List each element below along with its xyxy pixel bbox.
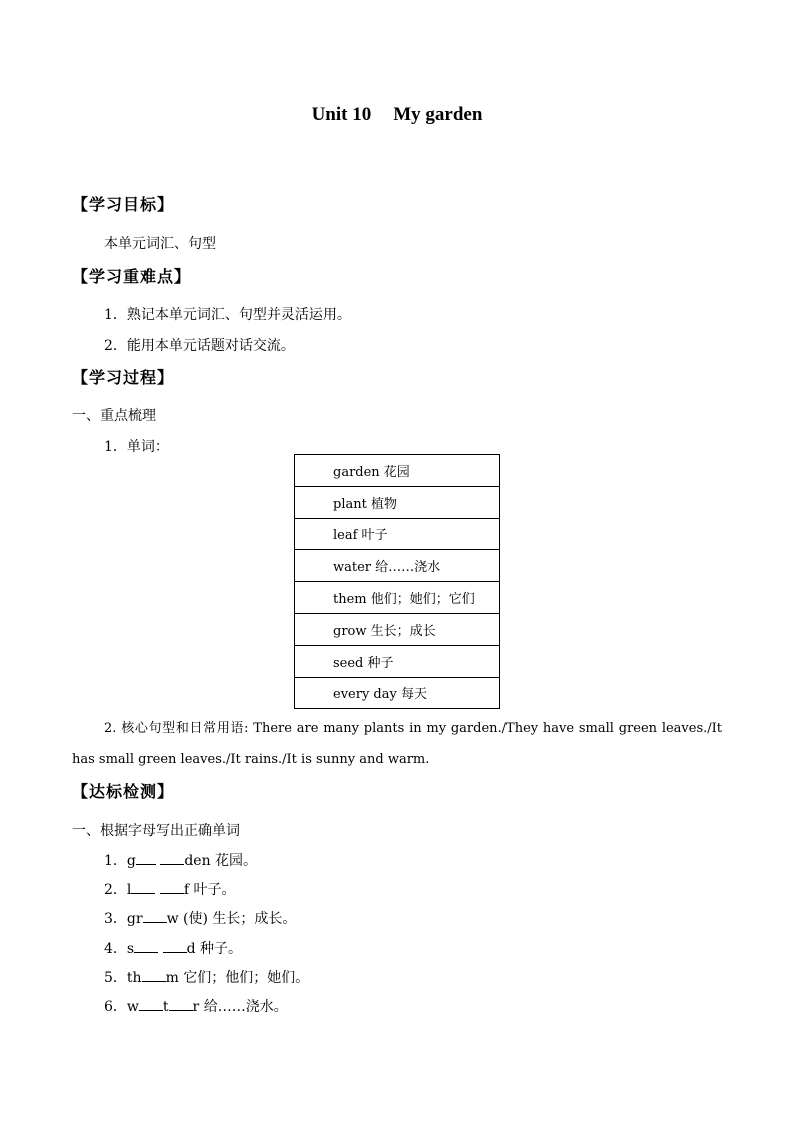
exercise-suffix: den 花园。	[184, 853, 258, 869]
exercise-number: 5．	[104, 970, 127, 986]
blank-line[interactable]	[131, 881, 155, 894]
exercise-middle: t	[162, 999, 169, 1015]
title-name: My garden	[393, 104, 483, 125]
words-label: 1．单词：	[104, 439, 169, 455]
exercise-item	[104, 967, 309, 987]
vocabulary-table	[294, 454, 500, 709]
table-row	[295, 455, 500, 487]
blank-line[interactable]	[169, 998, 193, 1011]
exercise-suffix: d 种子。	[186, 941, 242, 957]
vocab-cell: them 他们；她们；它们	[295, 582, 500, 614]
exercise-number: 2．	[104, 882, 127, 898]
exercise-suffix: m 它们；他们；她们。	[165, 970, 310, 986]
key-point-2: 2．能用本单元话题对话交流。	[104, 338, 295, 354]
key-point-1: 1．熟记本单元词汇、句型并灵活运用。	[104, 307, 351, 323]
table-row	[295, 582, 500, 614]
sentences-paragraph: 2. 核心句型和日常用语: There are many plants in my garden./They have small green leaves./It has small green leaves./It rains./It is sunny and warm.	[72, 721, 722, 767]
table-row	[295, 518, 500, 550]
exercise-item	[104, 996, 288, 1016]
blank-line[interactable]	[136, 852, 156, 865]
vocab-cell: leaf 叶子	[295, 518, 500, 550]
vocab-cell: every day 每天	[295, 677, 500, 709]
exercise-prefix: gr	[126, 911, 143, 927]
exercise-prefix: g	[126, 853, 136, 869]
blank-line[interactable]	[134, 940, 158, 953]
blank-line[interactable]	[163, 940, 187, 953]
vocab-cell: grow 生长；成长	[295, 613, 500, 645]
exercise-suffix: f 叶子。	[183, 882, 236, 898]
heading-process: 【学习过程】	[72, 368, 175, 387]
exercise-suffix: w (使) 生长；成长。	[166, 911, 297, 927]
exercise-prefix: l	[126, 882, 132, 898]
title-unit: Unit 10	[311, 104, 372, 125]
exercise-number: 1．	[104, 853, 127, 869]
objectives-text: 本单元词汇、句型	[104, 236, 216, 252]
exercise-item	[104, 879, 236, 899]
blank-line[interactable]	[143, 910, 167, 923]
table-row	[295, 486, 500, 518]
heading-key-points: 【学习重难点】	[72, 267, 192, 286]
table-row	[295, 613, 500, 645]
vocab-cell: garden 花园	[295, 455, 500, 487]
page-title	[0, 104, 794, 126]
table-row	[295, 645, 500, 677]
exercise-number: 3．	[104, 911, 127, 927]
table-row	[295, 550, 500, 582]
exercise-number: 4．	[104, 941, 127, 957]
blank-line[interactable]	[142, 969, 166, 982]
vocab-cell: water 给……浇水	[295, 550, 500, 582]
exercise-title: 一、根据字母写出正确单词	[72, 823, 240, 839]
vocab-cell: plant 植物	[295, 486, 500, 518]
exercise-item	[104, 850, 257, 870]
heading-check: 【达标检测】	[72, 782, 175, 801]
blank-line[interactable]	[160, 881, 184, 894]
exercise-item	[104, 908, 296, 928]
vocab-cell: seed 种子	[295, 645, 500, 677]
blank-line[interactable]	[139, 998, 163, 1011]
exercise-suffix: r 给……浇水。	[192, 999, 288, 1015]
heading-objectives: 【学习目标】	[72, 195, 175, 214]
table-row	[295, 677, 500, 709]
exercise-item	[104, 938, 242, 958]
exercise-prefix: th	[126, 970, 142, 986]
exercise-prefix: w	[126, 999, 139, 1015]
review-title: 一、重点梳理	[72, 408, 156, 424]
blank-line[interactable]	[160, 852, 184, 865]
exercise-prefix: s	[126, 941, 135, 957]
exercise-number: 6．	[104, 999, 127, 1015]
